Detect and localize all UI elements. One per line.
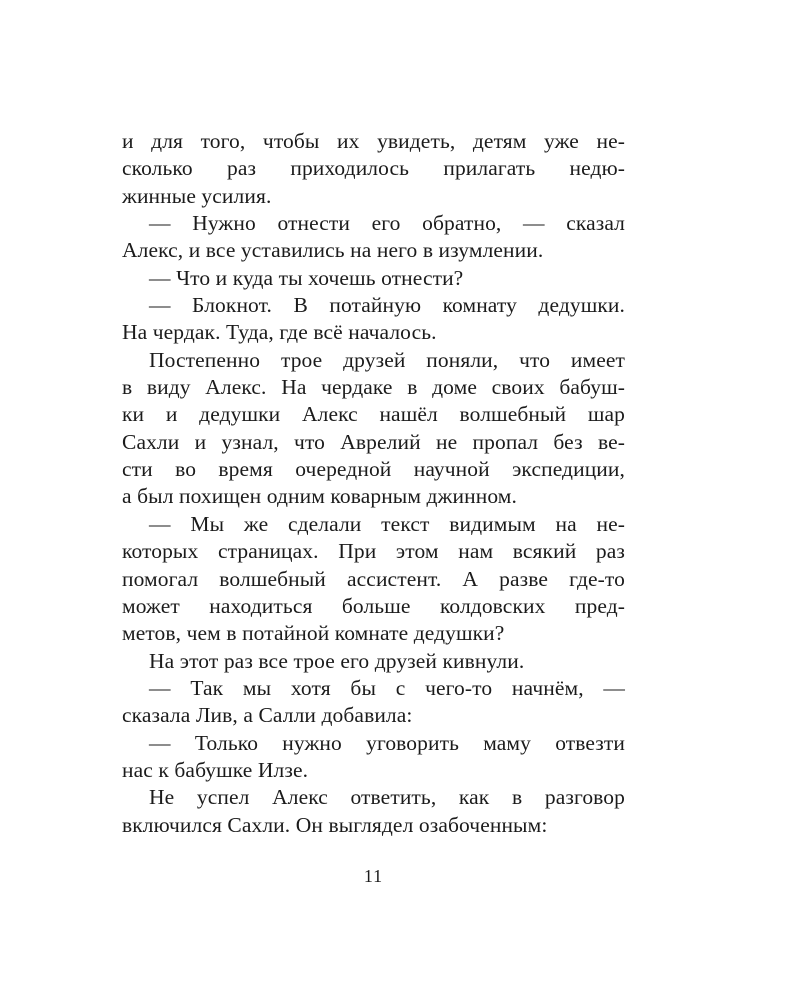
text-line: Постепенно трое друзей поняли, что имеет <box>149 347 625 372</box>
text-line: в виду Алекс. На чердаке в доме своих бабуш- <box>122 375 625 400</box>
page-number: 11 <box>363 866 384 886</box>
text-line: Не успел Алекс ответить, как в разговор <box>149 785 625 810</box>
text-line: — Так мы хотя бы с чего-то начнём, — <box>149 675 625 700</box>
text-line: Алекс, и все уставились на него в изумлении. <box>122 238 544 263</box>
text-line: а был похищен одним коварным джинном. <box>122 484 517 509</box>
text-line: метов, чем в потайной комнате дедушки? <box>122 621 505 646</box>
text-line: включился Сахли. Он выглядел озабоченным: <box>122 812 548 837</box>
text-line: и для того, чтобы их увидеть, детям уже не- <box>122 129 625 153</box>
text-line: — Мы же сделали текст видимым на не- <box>149 511 625 536</box>
text-line: сколько раз приходилось прилагать недю- <box>122 156 625 181</box>
text-line: сти во время очередной научной экспедиции, <box>122 457 625 482</box>
text-line: которых страницах. При этом нам всякий раз <box>122 539 625 564</box>
text-line: На чердак. Туда, где всё началось. <box>122 320 437 345</box>
text-line: жинные усилия. <box>122 183 272 208</box>
text-line: — Что и куда ты хочешь отнести? <box>149 265 464 290</box>
text-line: На этот раз все трое его друзей кивнули. <box>149 648 525 673</box>
text-line: может находиться больше колдовских пред- <box>122 593 625 618</box>
text-line: Сахли и узнал, что Аврелий не пропал без ве- <box>122 429 625 454</box>
text-line: — Нужно отнести его обратно, — сказал <box>149 211 625 236</box>
text-line: — Блокнот. В потайную комнату дедушки. <box>149 293 625 318</box>
text-line: нас к бабушке Илзе. <box>122 757 309 782</box>
text-line: сказала Лив, а Салли добавила: <box>122 703 413 728</box>
page-text <box>122 128 625 839</box>
text-line: помогал волшебный ассистент. А разве где-то <box>122 566 625 591</box>
text-line: — Только нужно уговорить маму отвезти <box>149 730 625 755</box>
text-line: ки и дедушки Алекс нашёл волшебный шар <box>122 402 625 427</box>
